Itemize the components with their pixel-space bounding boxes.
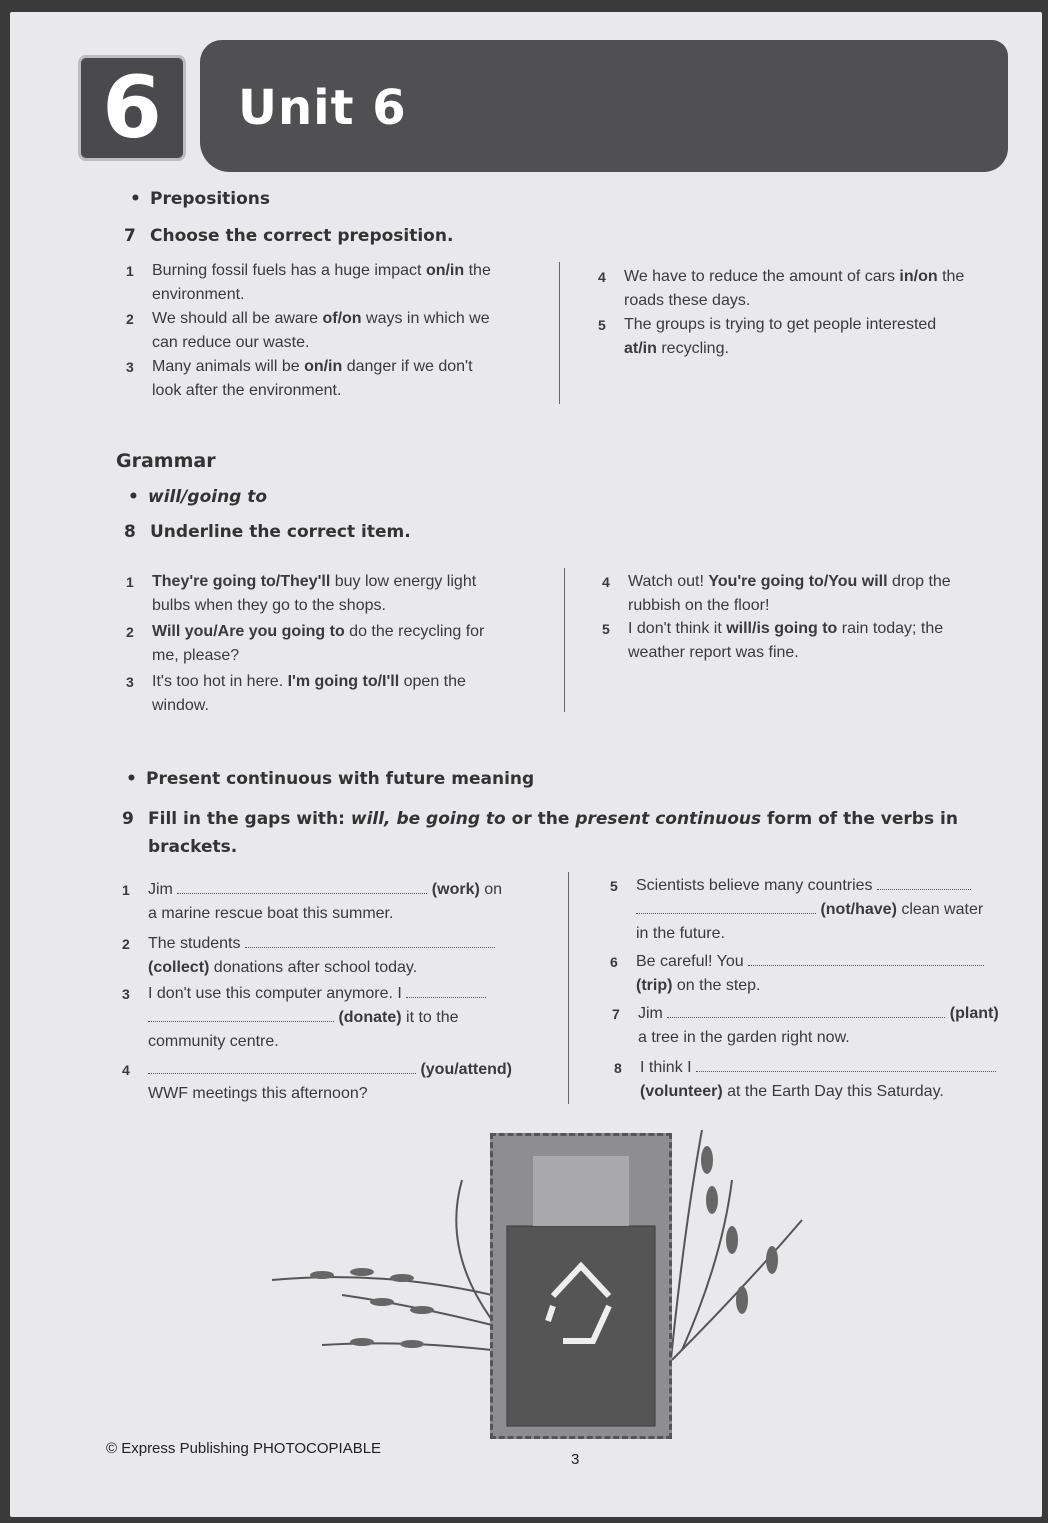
task-7-heading: 7 Choose the correct preposition. bbox=[124, 226, 454, 246]
list-item: 2 We should all be aware of/on ways in which we can reduce our waste. bbox=[126, 310, 490, 351]
bullet-prepositions: • Prepositions bbox=[130, 189, 271, 209]
list-item: 5 The groups is trying to get people interested at/in recycling. bbox=[598, 316, 937, 357]
column-divider bbox=[568, 872, 569, 1104]
list-item: 4 (you/attend) WWF meetings this afternoon? bbox=[122, 1061, 512, 1102]
column-divider bbox=[559, 262, 560, 404]
list-item: 4 We have to reduce the amount of cars in/on the roads these days. bbox=[598, 268, 965, 309]
copyright-text: © Express Publishing PHOTOCOPIABLE bbox=[106, 1440, 382, 1457]
list-item: 5 Scientists believe many countries (not/have) clean water in the future. bbox=[610, 877, 984, 942]
bullet-will-going-to: • will/going to bbox=[128, 487, 268, 507]
list-item: 1 Jim (work) on a marine rescue boat this summer. bbox=[122, 881, 503, 922]
list-item: 2 The students (collect) donations after school today. bbox=[148, 932, 548, 980]
list-item: 8 I think I (volunteer) at the Earth Day this Saturday. bbox=[640, 1056, 1030, 1104]
list-item: 2 Will you/Are you going to do the recycling for me, please? bbox=[126, 623, 485, 664]
task-8-heading: 8 Underline the correct item. bbox=[124, 522, 411, 542]
list-item: 3 Many animals will be on/in danger if we don't look after the environment. bbox=[126, 358, 473, 399]
list-item: 1 Burning fossil fuels has a huge impact on/in the environment. bbox=[126, 262, 491, 303]
grammar-heading: Grammar bbox=[116, 450, 216, 472]
list-item: 4 Watch out! You're going to/You will drop the rubbish on the floor! bbox=[602, 573, 951, 614]
task-9-heading: 9 Fill in the gaps with: will, be going to or the present continuous form of the verbs in brackets. bbox=[122, 809, 958, 857]
unit-number-badge: 6 bbox=[78, 55, 186, 161]
unit-title: Unit 6 bbox=[238, 80, 407, 136]
list-item: 5 I don't think it will/is going to rain today; the weather report was fine. bbox=[602, 620, 944, 661]
bullet-present-continuous: • Present continuous with future meaning bbox=[126, 769, 535, 789]
recycling-bin-photo bbox=[490, 1133, 672, 1439]
recycling-symbol-icon bbox=[493, 1136, 669, 1436]
column-divider bbox=[564, 568, 565, 712]
list-item: 3 It's too hot in here. I'm going to/I'll open the window. bbox=[126, 673, 466, 714]
page-number: 3 bbox=[571, 1451, 580, 1468]
list-item: 1 They're going to/They'll buy low energy light bulbs when they go to the shops. bbox=[126, 573, 477, 614]
list-item: 7 Jim (plant) a tree in the garden right now. bbox=[612, 1005, 999, 1046]
list-item: 3 I don't use this computer anymore. I (donate) it to the community centre. bbox=[148, 982, 558, 1054]
list-item: 6 Be careful! You (trip) on the step. bbox=[636, 950, 1026, 998]
